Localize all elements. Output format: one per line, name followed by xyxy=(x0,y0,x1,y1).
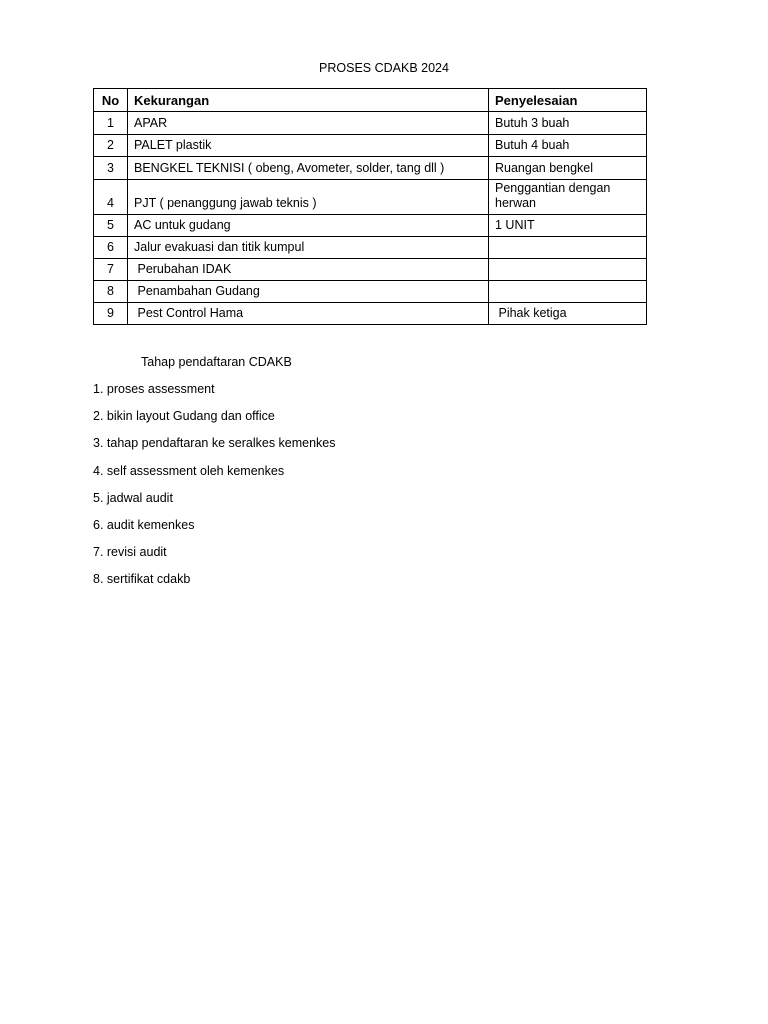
cell-penyelesaian: Ruangan bengkel xyxy=(489,157,647,180)
table-row xyxy=(94,303,647,325)
cell-no: 9 xyxy=(94,303,128,325)
cell-no: 5 xyxy=(94,215,128,237)
table-row xyxy=(94,135,647,157)
table-row xyxy=(94,157,647,180)
cell-penyelesaian: Butuh 3 buah xyxy=(489,112,647,135)
table-row xyxy=(94,281,647,303)
header-kekurangan: Kekurangan xyxy=(128,89,489,112)
cell-kekurangan: Perubahan IDAK xyxy=(128,259,489,281)
cell-penyelesaian xyxy=(489,281,647,303)
step-item: 5. jadwal audit xyxy=(93,490,173,505)
cell-no: 4 xyxy=(94,180,128,215)
step-item: 6. audit kemenkes xyxy=(93,517,195,532)
cell-kekurangan: Penambahan Gudang xyxy=(128,281,489,303)
step-item: 4. self assessment oleh kemenkes xyxy=(93,463,285,478)
cell-kekurangan: PALET plastik xyxy=(128,135,489,157)
table-row xyxy=(94,215,647,237)
cell-no: 8 xyxy=(94,281,128,303)
steps-title: Tahap pendaftaran CDAKB xyxy=(141,355,292,369)
cell-no: 2 xyxy=(94,135,128,157)
cell-penyelesaian xyxy=(489,237,647,259)
table-row xyxy=(94,237,647,259)
cell-kekurangan: BENGKEL TEKNISI ( obeng, Avometer, solder, tang dll ) xyxy=(128,157,489,180)
cell-no: 7 xyxy=(94,259,128,281)
step-item: 2. bikin layout Gudang dan office xyxy=(93,409,275,424)
table-row xyxy=(94,259,647,281)
cell-kekurangan: PJT ( penanggung jawab teknis ) xyxy=(128,180,489,215)
header-no: No xyxy=(94,89,128,112)
cell-kekurangan: Jalur evakuasi dan titik kumpul xyxy=(128,237,489,259)
cell-penyelesaian: Pihak ketiga xyxy=(489,303,647,325)
cell-no: 1 xyxy=(94,112,128,135)
step-item: 8. sertifikat cdakb xyxy=(93,572,191,587)
cell-no: 3 xyxy=(94,157,128,180)
cell-kekurangan: APAR xyxy=(128,112,489,135)
cell-penyelesaian: Butuh 4 buah xyxy=(489,135,647,157)
cell-penyelesaian xyxy=(489,259,647,281)
table-row xyxy=(94,112,647,135)
table-row xyxy=(94,180,647,215)
cell-no: 6 xyxy=(94,237,128,259)
header-penyelesaian: Penyelesaian xyxy=(489,89,647,112)
step-item: 1. proses assessment xyxy=(93,382,215,396)
cell-penyelesaian: Penggantian dengan herwan xyxy=(489,180,647,215)
document-title: PROSES CDAKB 2024 xyxy=(319,61,449,75)
step-item: 7. revisi audit xyxy=(93,545,167,560)
steps-list xyxy=(93,382,336,600)
step-item: 3. tahap pendaftaran ke seralkes kemenkes xyxy=(93,436,336,451)
cell-penyelesaian: 1 UNIT xyxy=(489,215,647,237)
deficiency-table xyxy=(93,88,647,325)
cell-kekurangan: AC untuk gudang xyxy=(128,215,489,237)
cell-kekurangan: Pest Control Hama xyxy=(128,303,489,325)
